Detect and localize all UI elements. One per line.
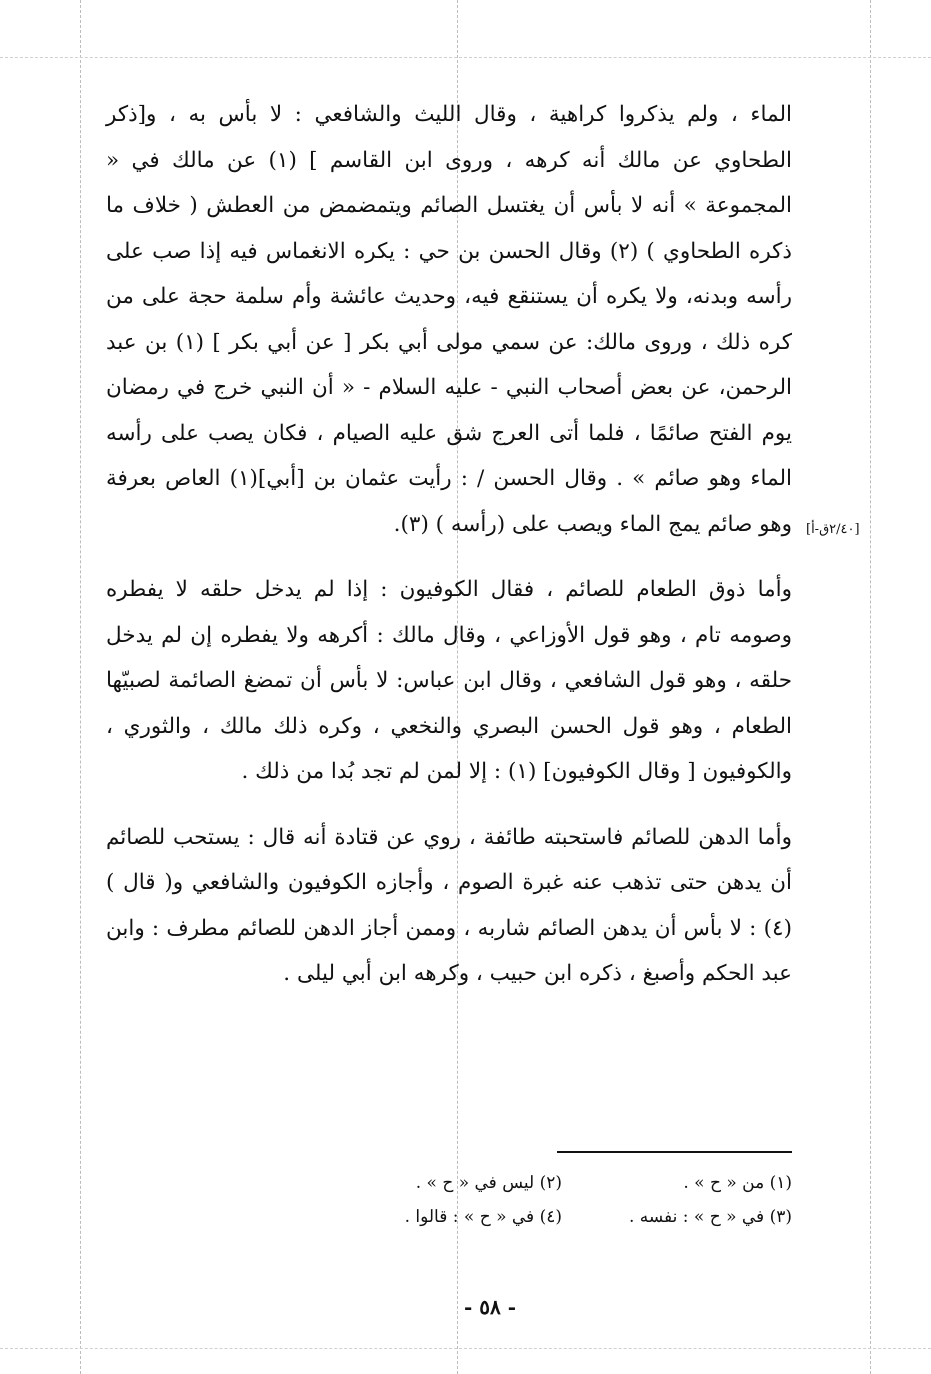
page-body (106, 92, 792, 997)
scan-guide-line (0, 1348, 931, 1349)
paragraph: وأما ذوق الطعام للصائم ، فقال الكوفيون : إذا لم يدخل حلقه لا يفطره وصومه تام ، وهو قول الأوزاعي ، وقال مالك : أكرهه ولا يفطره إن لم يدخل حلقه ، وهو قول الشافعي ، وقال ابن عباس: لا بأس أن تمضغ الصائمة لصبيّها الطعام ، وهو قول الحسن البصري والنخعي ، وكره ذلك مالك ، والثوري ، والكوفيون [ وقال الكوفيون] (١) : إلا لمن لم تجد بُدا من ذلك . (106, 577, 792, 784)
manuscript-folio-note: [٢/٤٠ق-أ] (806, 522, 860, 537)
footnote-separator (557, 1151, 792, 1153)
footnotes (330, 1166, 792, 1234)
footnote-row (330, 1166, 792, 1200)
footnote: (٤) في « ح » : قالوا . (404, 1207, 562, 1227)
scan-guide-line (870, 0, 871, 1374)
page-number: - ٥٨ - (463, 1295, 516, 1319)
footnote: (٣) في « ح » : نفسه . (628, 1207, 792, 1227)
footnote: (١) من « ح » . (683, 1173, 792, 1193)
footnote: (٢) ليس في « ح » . (415, 1173, 562, 1193)
paragraph: الماء ، ولم يذكروا كراهية ، وقال الليث والشافعي : لا بأس به ، و[ذكر الطحاوي عن مالك أنه كرهه ، وروى ابن القاسم ] (١) عن مالك في « المجموعة » أنه لا بأس أن يغتسل الصائم ويتمضمض من العطش ( خلاف ما ذكره الطحاوي ) (٢) وقال الحسن بن حي : يكره الانغماس فيه إذا صب على رأسه وبدنه، ولا يكره أن يستنقع فيه، وحديث عائشة وأم سلمة حجة على من كره ذلك ، وروى مالك: عن سمي مولى أبي بكر [ عن أبي بكر ] (١) بن عبد الرحمن، عن بعض أصحاب النبي - عليه السلام - « أن النبي خرج في رمضان يوم الفتح صائمًا ، فلما أتى العرج شق عليه الصيام ، فكان يصب على رأسه الماء وهو صائم » . وقال الحسن / : رأيت عثمان بن [أبي](١) العاص بعرفة وهو صائم يمج الماء ويصب على (رأسه ) (٣). (106, 102, 793, 537)
scan-guide-line (0, 57, 931, 58)
scan-guide-line (80, 0, 81, 1374)
footnote-row (330, 1200, 792, 1234)
paragraph: وأما الدهن للصائم فاستحبته طائفة ، روي عن قتادة أنه قال : يستحب للصائم أن يدهن حتى تذهب عنه غبرة الصوم ، وأجازه الكوفيون والشافعي و( قال ) (٤) : لا بأس أن يدهن الصائم شاربه ، وممن أجاز الدهن للصائم مطرف : وابن عبد الحكم وأصبغ ، ذكره ابن حبيب ، وكرهه ابن أبي ليلى . (106, 824, 792, 986)
